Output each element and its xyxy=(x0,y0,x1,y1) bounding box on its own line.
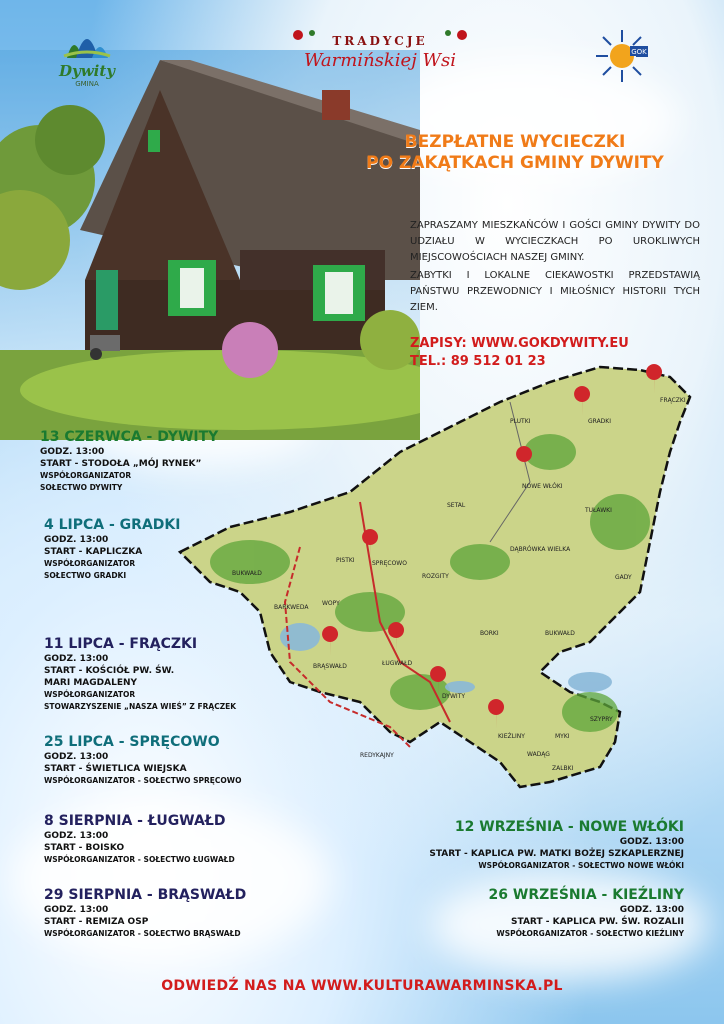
event-start: START - KAPLICZKA xyxy=(44,547,143,557)
intro-p2: ZABYTKI I LOKALNE CIEKAWOSTKI PRZEDSTAWIĄ PAŃSTWU PRZEWODNICY I MIŁOŚNICY HISTORII TYCH ZIEM. xyxy=(410,270,700,313)
event-title: 11 LIPCA - FRĄCZKI xyxy=(44,636,198,652)
event-coorg: WSPÓŁORGANIZATOR - SOŁECTWO SPRĘCOWO xyxy=(44,776,242,785)
event-start-line2: MARI MAGDALENY xyxy=(44,678,138,688)
gok-logo xyxy=(594,28,650,84)
map-label-bukwald: BUKWAŁD xyxy=(232,570,262,577)
map-label-gradki: GRADKI xyxy=(588,418,612,425)
dywity-logo-icon xyxy=(62,22,112,60)
footer-link[interactable]: ODWIEDŹ NAS NA WWW.KULTURAWARMINSKA.PL xyxy=(161,978,563,994)
map-label-bukwald-2: BUKWAŁD xyxy=(545,630,575,637)
event-dywity xyxy=(40,428,218,494)
intro-text xyxy=(410,218,700,316)
map-label-lugwald: ŁUGWAŁD xyxy=(382,660,413,667)
signup-link[interactable]: ZAPISY: WWW.GOKDYWITY.EU xyxy=(410,336,629,351)
event-coorg: WSPÓŁORGANIZATOR - SOŁECTWO ŁUGWAŁD xyxy=(44,855,235,864)
event-time: GODZ. 13:00 xyxy=(619,837,684,847)
event-start: START - STODOŁA „MÓJ RYNEK” xyxy=(40,459,202,469)
event-coorg: WSPÓŁORGANIZATOR - SOŁECTWO NOWE WŁÓKI xyxy=(478,861,684,870)
event-braswald xyxy=(44,886,246,940)
event-kiezliny xyxy=(489,886,684,940)
event-fraczki xyxy=(44,635,236,713)
gok-text: GOK xyxy=(631,48,647,56)
event-time: GODZ. 13:00 xyxy=(44,905,109,915)
event-time: GODZ. 13:00 xyxy=(44,535,109,545)
headline-line1: BEZPŁATNE WYCIECZKI xyxy=(404,132,626,152)
map-label-kiezliny: KIEŹLINY xyxy=(498,733,525,740)
logo-mid-line1: TRADYCJE xyxy=(332,34,428,48)
event-start: START - KAPLICA PW. MATKI BOŻEJ SZKAPLERZNEJ xyxy=(429,849,684,859)
logo-sub: GMINA xyxy=(75,80,99,88)
intro-p1: ZAPRASZAMY MIESZKAŃCÓW I GOŚCI GMINY DYWITY DO UDZIAŁU W WYCIECZKACH PO UROKLIWYCH MIEJSCOWOŚCIACH NASZEJ GMINY. xyxy=(410,220,700,263)
logo-mid-line2: Warmińskiej Wsi xyxy=(303,50,457,71)
headline xyxy=(330,132,700,174)
event-start: START - REMIZA OSP xyxy=(44,917,149,927)
event-nowe-wloki xyxy=(429,818,684,872)
event-coorg-name: SOŁECTWO GRADKI xyxy=(44,571,127,580)
event-start: START - ŚWIETLICA WIEJSKA xyxy=(44,764,187,774)
logo-name: Dywity xyxy=(59,62,115,80)
map-label-dywity: DYWITY xyxy=(442,693,465,700)
map-label-gady: GADY xyxy=(615,574,632,581)
event-title: 26 WRZEŚNIA - KIEŹLINY xyxy=(488,887,684,903)
event-lugwald xyxy=(44,812,235,866)
event-time: GODZ. 13:00 xyxy=(44,654,109,664)
event-title: 25 LIPCA - SPRĘCOWO xyxy=(44,734,220,750)
map-label-zalbki: ZALBKI xyxy=(552,765,574,772)
map-label-wopy: WOPY xyxy=(322,600,340,607)
event-title: 4 LIPCA - GRADKI xyxy=(44,517,181,533)
event-coorg-name: STOWARZYSZENIE „NASZA WIEŚ” Z FRĄCZEK xyxy=(44,702,237,711)
map-label-nowe-wloki: NOWE WŁÓKI xyxy=(522,483,563,490)
event-coorg: WSPÓŁORGANIZATOR xyxy=(44,690,136,699)
event-title: 29 SIERPNIA - BRĄSWAŁD xyxy=(44,887,247,903)
map-label-setal: SETAL xyxy=(447,502,466,509)
map-label-borki: BORKI xyxy=(480,630,499,637)
sun-logo-icon xyxy=(594,28,650,84)
event-time: GODZ. 13:00 xyxy=(44,752,109,762)
event-time: GODZ. 13:00 xyxy=(44,831,109,841)
event-gradki xyxy=(44,516,180,582)
map-label-sprecowo: SPRĘCOWO xyxy=(372,560,407,567)
event-title: 13 CZERWCA - DYWITY xyxy=(40,429,219,445)
map-label-myki: MYKI xyxy=(555,733,570,740)
map-label-wadag: WADĄG xyxy=(527,751,550,758)
event-time: GODZ. 13:00 xyxy=(40,447,105,457)
map-label-dabrowka: DĄBRÓWKA WIELKA xyxy=(510,546,571,553)
map-label-plutki: PLUTKI xyxy=(510,418,531,425)
event-coorg: WSPÓŁORGANIZATOR - SOŁECTWO BRĄSWAŁD xyxy=(44,929,241,938)
phone-number: TEL.: 89 512 01 23 xyxy=(410,354,546,369)
event-coorg: WSPÓŁORGANIZATOR xyxy=(40,471,132,480)
event-title: 12 WRZEŚNIA - NOWE WŁÓKI xyxy=(454,819,684,835)
event-coorg-name: SOŁECTWO DYWITY xyxy=(40,483,123,492)
map-label-redykajny: REDYKAJNY xyxy=(360,752,394,759)
map-label-rozgity: ROZGITY xyxy=(422,573,449,580)
map-label-pistki: PISTKI xyxy=(336,557,355,564)
event-start: START - KAPLICA PW. ŚW. ROZALII xyxy=(511,917,684,927)
event-sprecowo xyxy=(44,733,241,787)
map-label-braswald: BRĄSWAŁD xyxy=(313,663,347,670)
map-label-szypry: SZYPRY xyxy=(590,716,613,723)
event-time: GODZ. 13:00 xyxy=(619,905,684,915)
event-start: START - BOISKO xyxy=(44,843,125,853)
map-label-fraczki: FRĄCZKI xyxy=(660,397,686,404)
event-coorg: WSPÓŁORGANIZATOR - SOŁECTWO KIEŹLINY xyxy=(496,929,684,938)
event-coorg: WSPÓŁORGANIZATOR xyxy=(44,559,136,568)
event-start: START - KOŚCIÓŁ PW. ŚW. xyxy=(44,666,175,676)
headline-line2: PO ZAKĄTKACH GMINY DYWITY xyxy=(366,153,664,173)
map-label-barkweda: BARKWEDA xyxy=(274,604,309,611)
event-title: 8 SIERPNIA - ŁUGWAŁD xyxy=(44,813,226,829)
tradycje-logo xyxy=(290,34,470,71)
dywity-logo xyxy=(52,22,122,88)
map-label-tulawki: TUŁAWKI xyxy=(585,507,612,514)
flower-ornament-icon xyxy=(290,28,470,42)
